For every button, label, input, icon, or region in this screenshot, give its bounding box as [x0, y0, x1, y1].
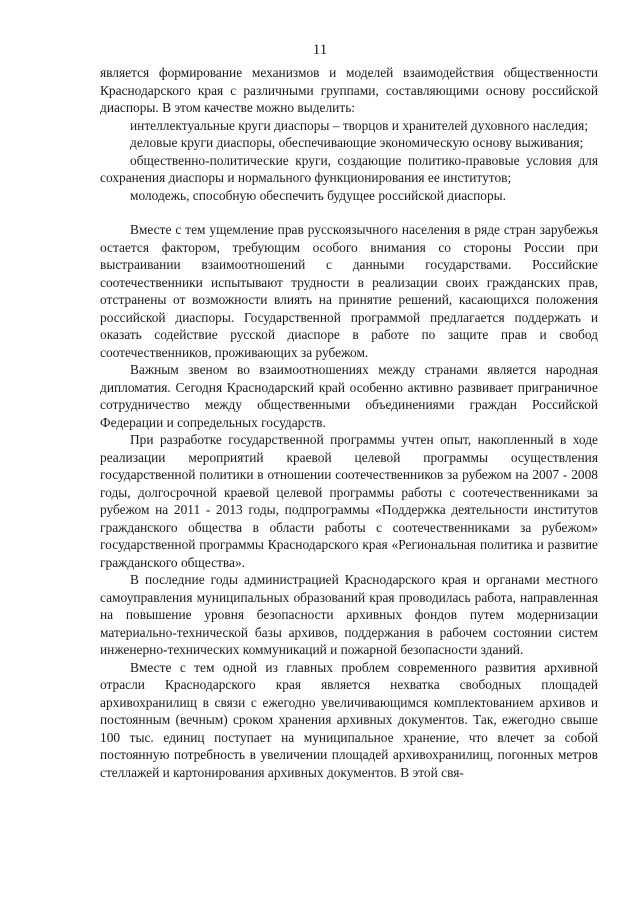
list-item-intellectual-circles: интеллектуальные круги диаспоры – творцов и хранителей духовного наследия;	[130, 117, 589, 133]
list-item-political-circles: общественно-политические круги, создающие политико-правовые условия для сохранения диаспоры и нормального функционирования ее институтов;	[100, 152, 598, 185]
paragraph-rights-infringement: Вместе с тем ущемление прав русскоязычного населения в ряде стран зарубежья остается фактором, требующим особого внимания со стороны России при выстраивании взаимоотношений с данными государствами. Российские соотечественники испытывают трудности в реализации своих гражданских прав, отстранены от возможности влиять на принятие решений, касающихся положения российской диаспоры. Государственной программой предлагается поддержать и оказать содействие русской диаспоре в работе по защите прав и свобод соотечественников, проживающих за рубежом.	[100, 222, 598, 360]
paragraph-archive-space: Вместе с тем одной из главных проблем современного развития архивной отрасли Краснодарского края является нехватка свободных площадей архивохранилищ в связи с ежегодно увеличивающимся комплектованием архивов и постоянным (вечным) сроком хранения архивных документов. Так, ежегодно свыше 100 тыс. единиц поступает на муниципальное хранение, что влечет за собой постоянную потребность в увеличении площадей архивохранилищ, погонных метров стеллажей и картонирования архивных документов. В этой свя-	[100, 659, 598, 780]
paragraph-people-diplomacy: Важным звеном во взаимоотношениях между странами является народная дипломатия. Сегодня Краснодарский край особенно активно развивает приграничное сотрудничество между общественными объединениями граждан Российской Федерации и сопредельных государств.	[100, 362, 598, 430]
list-item-business-circles: деловые круги диаспоры, обеспечивающие экономическую основу выживания;	[130, 135, 584, 150]
list-item-youth: молодежь, способную обеспечить будущее российской диаспоры.	[130, 187, 507, 203]
document-body	[100, 64, 598, 781]
blank-line	[100, 204, 598, 221]
page-number: 11	[312, 42, 328, 58]
paragraph-intro: является формирование механизмов и моделей взаимодействия общественности Краснодарского края с различными группами, составляющими основу российской диаспоры. В этом качестве можно выделить:	[100, 65, 598, 115]
paragraph-program-experience: При разработке государственной программы учтен опыт, накопленный в ходе реализации мероприятий краевой целевой программы осуществления государственной политики в отношении соотечественников за рубежом на 2007 - 2008 годы, долгосрочной краевой целевой программы работы с соотечественниками за рубежом на 2011 - 2013 годы, подпрограммы «Поддержка деятельности институтов гражданского общества в области работы с соотечественниками за рубежом» государственной программы Краснодарского края «Региональная политика и развитие гражданского общества».	[100, 432, 598, 570]
paragraph-archive-security: В последние годы администрацией Краснодарского края и органами местного самоуправления муниципальных образований края проводилась работа, направленная на повышение уровня безопасности архивных фондов путем модернизации материально-технической базы архивов, поддержания в рабочем состоянии систем инженерно-технических коммуникаций и пожарной безопасности зданий.	[100, 572, 598, 657]
